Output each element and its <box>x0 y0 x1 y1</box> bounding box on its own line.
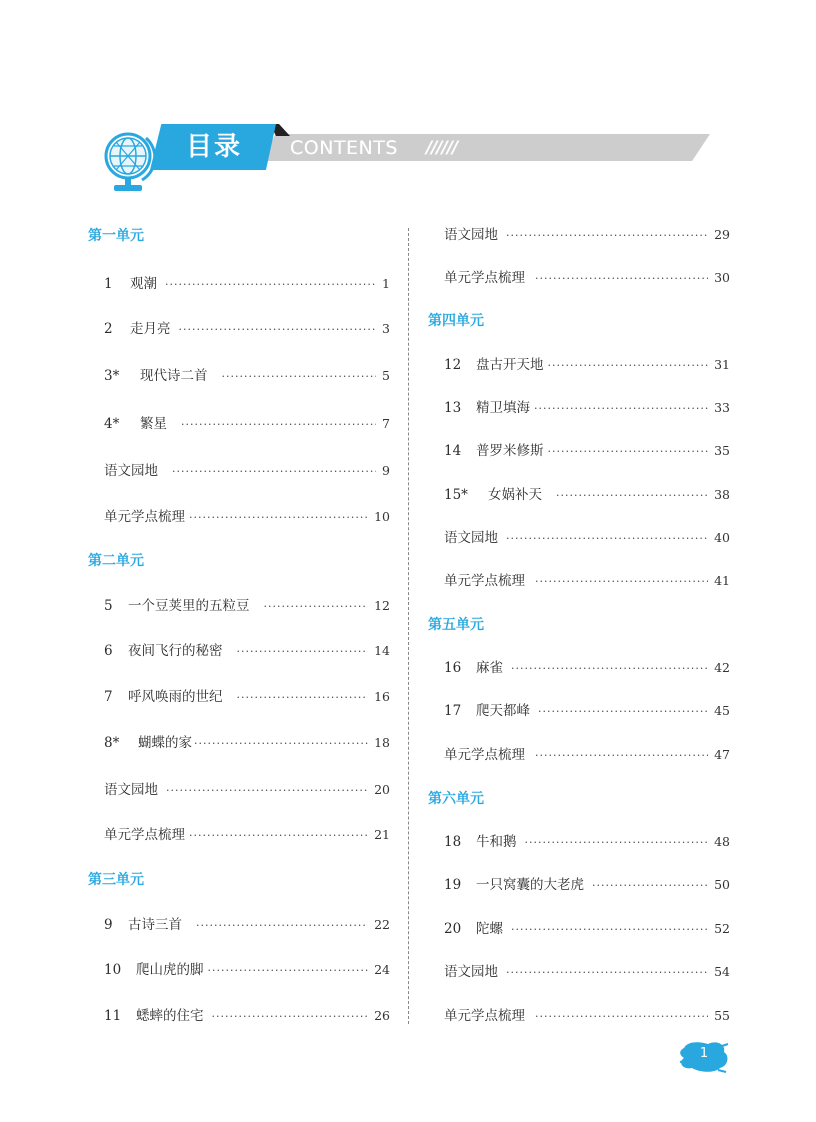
toc-entry[interactable] <box>104 780 390 801</box>
leader-dots <box>506 963 708 983</box>
lesson-number: 2 <box>104 321 113 337</box>
leader-dots <box>592 876 708 896</box>
page-number: 29 <box>714 227 730 242</box>
toc-entry[interactable] <box>444 962 730 983</box>
page-number-footer: 1 <box>699 1046 709 1061</box>
lesson-title: 古诗三首 <box>128 917 182 933</box>
toc-entry[interactable] <box>444 658 730 679</box>
entry-title: 语文园地 <box>444 530 498 546</box>
lesson-number: 12 <box>444 357 462 373</box>
page-number: 26 <box>374 1008 390 1023</box>
page-number: 45 <box>714 703 730 718</box>
unit-heading: 第五单元 <box>428 617 484 633</box>
entry-title: 单元学点梳理 <box>444 747 525 763</box>
lesson-title: 爬山虎的脚 <box>136 962 204 978</box>
lesson-number: 11 <box>104 1008 122 1024</box>
page-number: 5 <box>382 368 390 383</box>
leader-dots <box>535 1007 708 1027</box>
page-number: 12 <box>374 598 390 613</box>
leader-dots <box>511 920 708 940</box>
lesson-number: 1 <box>104 276 113 292</box>
toc-entry[interactable] <box>444 441 730 462</box>
leader-dots <box>506 226 708 246</box>
page-number: 10 <box>374 509 390 524</box>
leader-dots <box>196 916 368 936</box>
unit-heading: 第六单元 <box>428 791 484 807</box>
page-number: 14 <box>374 643 390 658</box>
page-number: 54 <box>714 964 730 979</box>
leader-dots <box>166 781 368 801</box>
contents-header <box>0 0 816 200</box>
page-number: 24 <box>374 962 390 977</box>
entry-title: 语文园地 <box>104 463 158 479</box>
leader-dots <box>212 1007 369 1027</box>
leader-dots <box>535 572 708 592</box>
entry-title: 语文园地 <box>444 964 498 980</box>
toc-entry[interactable] <box>104 687 390 708</box>
leader-dots <box>165 275 376 295</box>
lesson-number: 15* <box>444 487 468 503</box>
leader-dots <box>534 399 708 419</box>
toc-entry[interactable] <box>444 225 730 246</box>
lesson-number: 7 <box>104 689 113 705</box>
page-number: 22 <box>374 917 390 932</box>
leader-dots <box>172 462 376 482</box>
leader-dots <box>535 269 708 289</box>
entry-title: 单元学点梳理 <box>444 573 525 589</box>
page-number: 18 <box>374 735 390 750</box>
leader-dots <box>556 486 708 506</box>
entry-title: 单元学点梳理 <box>104 827 185 843</box>
page-number: 33 <box>714 400 730 415</box>
leader-dots <box>511 659 708 679</box>
lesson-title: 一只窝囊的大老虎 <box>476 877 584 893</box>
page-number: 42 <box>714 660 730 675</box>
lesson-title: 蝴蝶的家 <box>138 735 192 751</box>
leader-dots <box>506 529 708 549</box>
page-title-english: CONTENTS <box>290 137 398 159</box>
toc-entry[interactable] <box>104 641 390 662</box>
toc-entry[interactable] <box>444 268 730 289</box>
column-divider <box>408 228 409 1024</box>
toc-entry[interactable] <box>444 528 730 549</box>
page-number: 55 <box>714 1008 730 1023</box>
leader-dots <box>189 508 368 528</box>
toc-entry[interactable] <box>104 733 390 754</box>
lesson-title: 一个豆荚里的五粒豆 <box>128 598 250 614</box>
unit-heading: 第三单元 <box>88 872 144 888</box>
leader-dots <box>194 734 368 754</box>
toc-entry[interactable] <box>104 825 390 846</box>
entry-title: 单元学点梳理 <box>444 270 525 286</box>
toc-entry[interactable] <box>104 461 390 482</box>
leader-dots <box>179 320 377 340</box>
lesson-title: 观潮 <box>130 276 157 292</box>
unit-heading: 第四单元 <box>428 313 484 329</box>
lesson-title: 普罗米修斯 <box>476 443 544 459</box>
toc-entry[interactable] <box>104 507 390 528</box>
page-number: 7 <box>382 416 390 431</box>
lesson-number: 20 <box>444 921 462 937</box>
lesson-title: 现代诗二首 <box>140 368 208 384</box>
lesson-title: 走月亮 <box>130 321 171 337</box>
lesson-title: 麻雀 <box>476 660 503 676</box>
lesson-title: 女娲补天 <box>488 487 542 503</box>
unit-heading: 第二单元 <box>88 553 144 569</box>
page-number: 16 <box>374 689 390 704</box>
leader-dots <box>548 442 709 462</box>
leader-dots <box>181 415 376 435</box>
leader-dots <box>264 597 369 617</box>
page-number: 21 <box>374 827 390 842</box>
page-number: 52 <box>714 921 730 936</box>
lesson-title: 蟋蟀的住宅 <box>136 1008 204 1024</box>
page-number: 30 <box>714 270 730 285</box>
lesson-number: 13 <box>444 400 462 416</box>
page-title: 目录 <box>186 132 243 162</box>
lesson-title: 繁星 <box>140 416 167 432</box>
lesson-number: 8* <box>104 735 120 751</box>
decorative-slashes: ////// <box>426 138 458 158</box>
lesson-title: 盘古开天地 <box>476 357 544 373</box>
lesson-number: 19 <box>444 877 462 893</box>
toc-entry[interactable] <box>104 1006 390 1027</box>
leader-dots <box>189 826 368 846</box>
toc-entry[interactable] <box>104 274 390 295</box>
page-number: 20 <box>374 782 390 797</box>
toc-entry[interactable] <box>104 915 390 936</box>
lesson-title: 夜间飞行的秘密 <box>128 643 223 659</box>
toc-entry[interactable] <box>104 596 390 617</box>
lesson-title: 陀螺 <box>476 921 503 937</box>
toc-entry[interactable] <box>444 355 730 376</box>
lesson-number: 5 <box>104 598 113 614</box>
lesson-number: 4* <box>104 416 120 432</box>
lesson-number: 10 <box>104 962 122 978</box>
lesson-number: 18 <box>444 834 462 850</box>
toc-entry[interactable] <box>444 919 730 940</box>
entry-title: 语文园地 <box>444 227 498 243</box>
toc-entry[interactable] <box>444 485 730 506</box>
globe-icon <box>102 128 158 194</box>
leader-dots <box>222 367 377 387</box>
lesson-number: 17 <box>444 703 462 719</box>
lesson-number: 6 <box>104 643 113 659</box>
leader-dots <box>525 833 709 853</box>
lesson-number: 16 <box>444 660 462 676</box>
leader-dots <box>237 688 369 708</box>
leader-dots <box>208 961 369 981</box>
page-number: 31 <box>714 357 730 372</box>
unit-heading: 第一单元 <box>88 228 144 244</box>
lesson-title: 牛和鹅 <box>476 834 517 850</box>
toc-entry[interactable] <box>444 745 730 766</box>
lesson-title: 精卫填海 <box>476 400 530 416</box>
entry-title: 语文园地 <box>104 782 158 798</box>
toc-entry[interactable] <box>444 1006 730 1027</box>
leader-dots <box>237 642 369 662</box>
toc-entry[interactable] <box>104 366 390 387</box>
entry-title: 单元学点梳理 <box>444 1008 525 1024</box>
toc-entry[interactable] <box>104 319 390 340</box>
toc-entry[interactable] <box>444 875 730 896</box>
leader-dots <box>538 702 708 722</box>
toc-entry[interactable] <box>444 701 730 722</box>
page-number: 48 <box>714 834 730 849</box>
lesson-number: 14 <box>444 443 462 459</box>
lesson-title: 呼风唤雨的世纪 <box>128 689 223 705</box>
page-number: 1 <box>382 276 390 291</box>
entry-title: 单元学点梳理 <box>104 509 185 525</box>
leader-dots <box>548 356 709 376</box>
toc-entry[interactable] <box>444 398 730 419</box>
page-number: 47 <box>714 747 730 762</box>
page-number: 41 <box>714 573 730 588</box>
page-number: 50 <box>714 877 730 892</box>
toc-entry[interactable] <box>444 832 730 853</box>
page-number: 35 <box>714 443 730 458</box>
toc-entry[interactable] <box>104 960 390 981</box>
page-number: 3 <box>382 321 390 336</box>
page-number: 40 <box>714 530 730 545</box>
leader-dots <box>535 746 708 766</box>
toc-entry[interactable] <box>104 414 390 435</box>
lesson-number: 3* <box>104 368 120 384</box>
lesson-number: 9 <box>104 917 113 933</box>
toc-entry[interactable] <box>444 571 730 592</box>
page-number: 9 <box>382 463 390 478</box>
lesson-title: 爬天都峰 <box>476 703 530 719</box>
page-number: 38 <box>714 487 730 502</box>
